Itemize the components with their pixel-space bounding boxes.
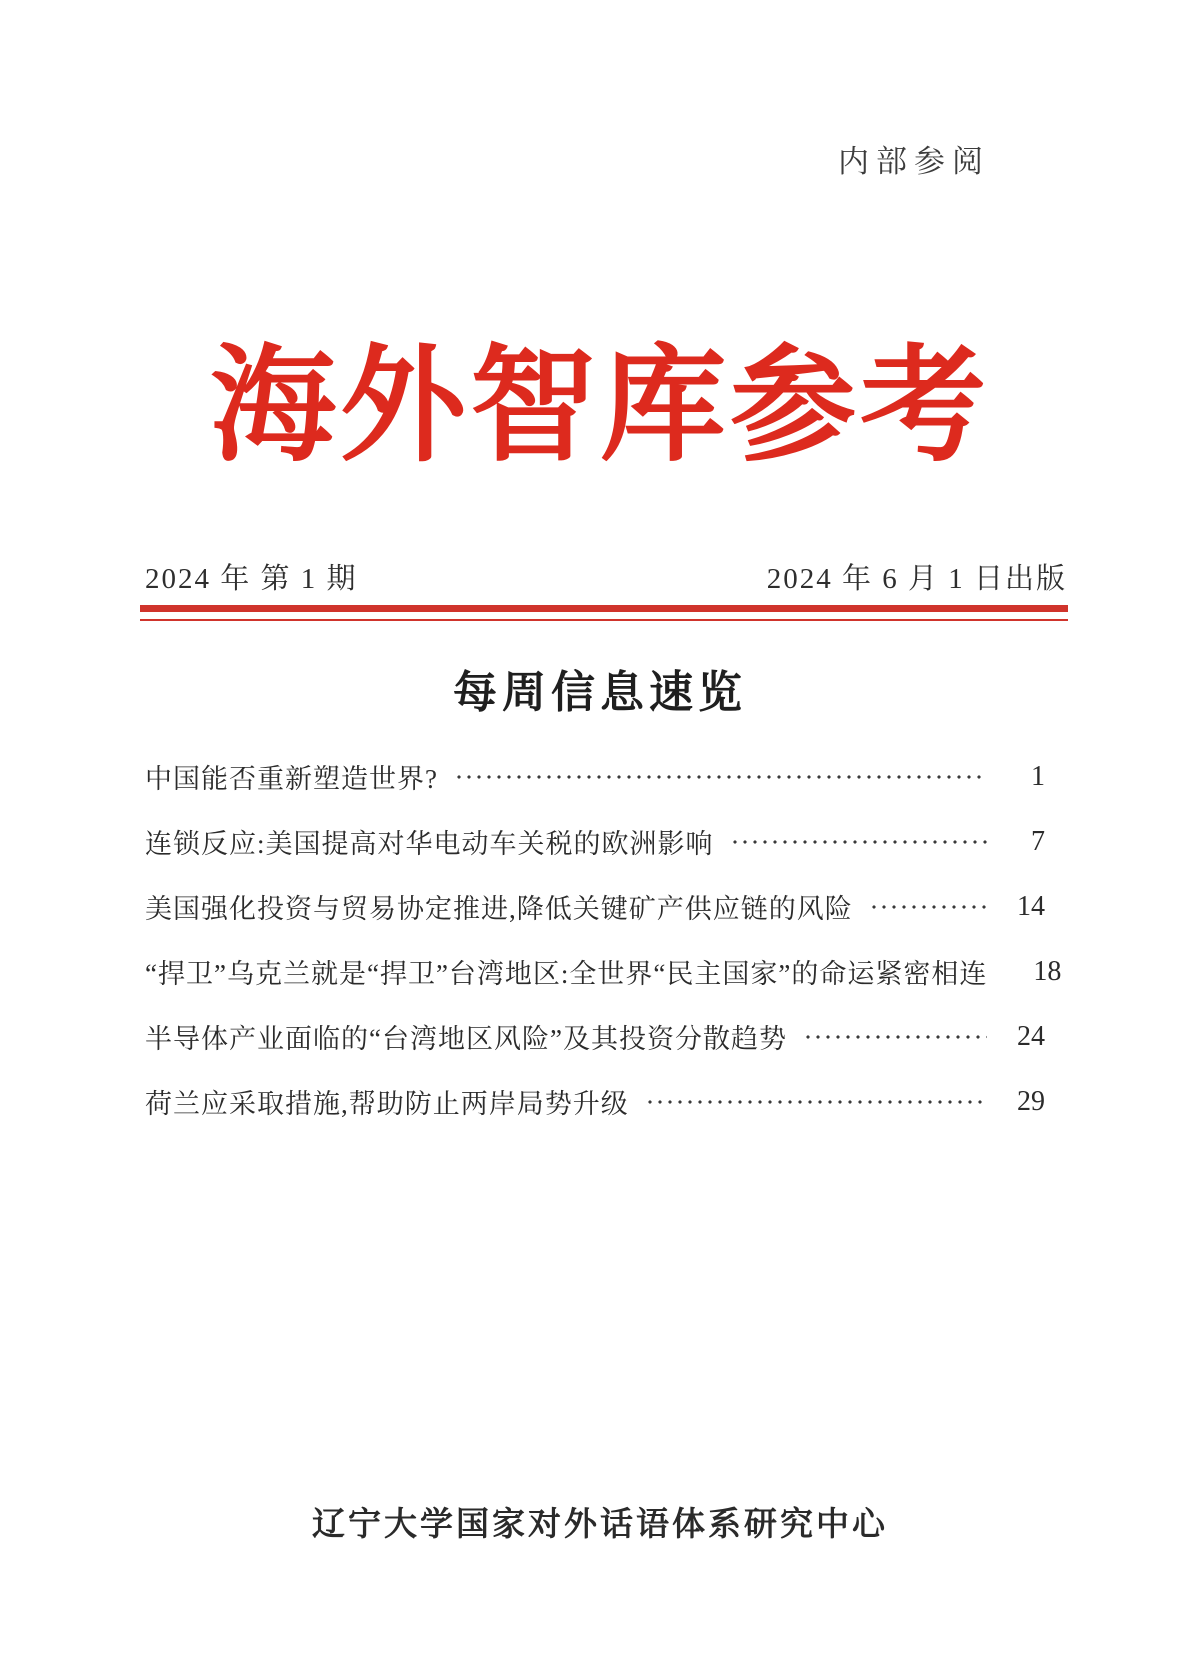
- toc-entry: [145, 744, 1045, 809]
- issue-info-line: [145, 556, 1067, 597]
- toc-entry-title: 连锁反应:美国提高对华电动车关税的欧洲影响: [145, 829, 714, 859]
- toc-entry-page-number: 1: [1031, 760, 1045, 792]
- section-heading: 每周信息速览: [453, 668, 747, 717]
- toc-entry-page-number: 18: [1033, 955, 1062, 987]
- classification-mark: 内部参阅: [838, 144, 990, 179]
- toc-entry: [145, 1004, 1045, 1069]
- toc-entry-page-number: 7: [1031, 825, 1045, 857]
- toc-entry-title: 美国强化投资与贸易协定推进,降低关键矿产供应链的风险: [145, 894, 853, 924]
- publication-date: 2024 年 6 月 1 日出版: [766, 563, 1067, 595]
- masthead-title: 海外智库参考: [210, 338, 990, 477]
- dot-leader: [803, 1004, 987, 1069]
- toc-entry-page-number: 24: [1017, 1020, 1045, 1052]
- toc-entry: [145, 939, 1062, 1004]
- red-double-rule: [140, 605, 1068, 621]
- toc-entry-title: 荷兰应采取措施,帮助防止两岸局势升级: [145, 1089, 629, 1119]
- toc-entry-page-number: 29: [1017, 1085, 1045, 1117]
- toc-entry-title: 中国能否重新塑造世界?: [145, 764, 438, 794]
- toc-entry-title: 半导体产业面临的“台湾地区风险”及其投资分散趋势: [145, 1024, 787, 1054]
- publisher-name: 辽宁大学国家对外话语体系研究中心: [312, 1505, 888, 1542]
- toc-entry: [145, 809, 1045, 874]
- table-of-contents: [145, 744, 1062, 1134]
- toc-entry: [145, 874, 1045, 939]
- toc-entry-page-number: 14: [1017, 890, 1045, 922]
- dot-leader: [645, 1069, 987, 1134]
- toc-entry: [145, 1069, 1045, 1134]
- dot-leader: [454, 744, 987, 809]
- issue-number: 2024 年 第 1 期: [145, 563, 358, 595]
- dot-leader: [869, 874, 987, 939]
- toc-entry-title: “捍卫”乌克兰就是“捍卫”台湾地区:全世界“民主国家”的命运紧密相连: [145, 959, 988, 989]
- dot-leader: [730, 809, 987, 874]
